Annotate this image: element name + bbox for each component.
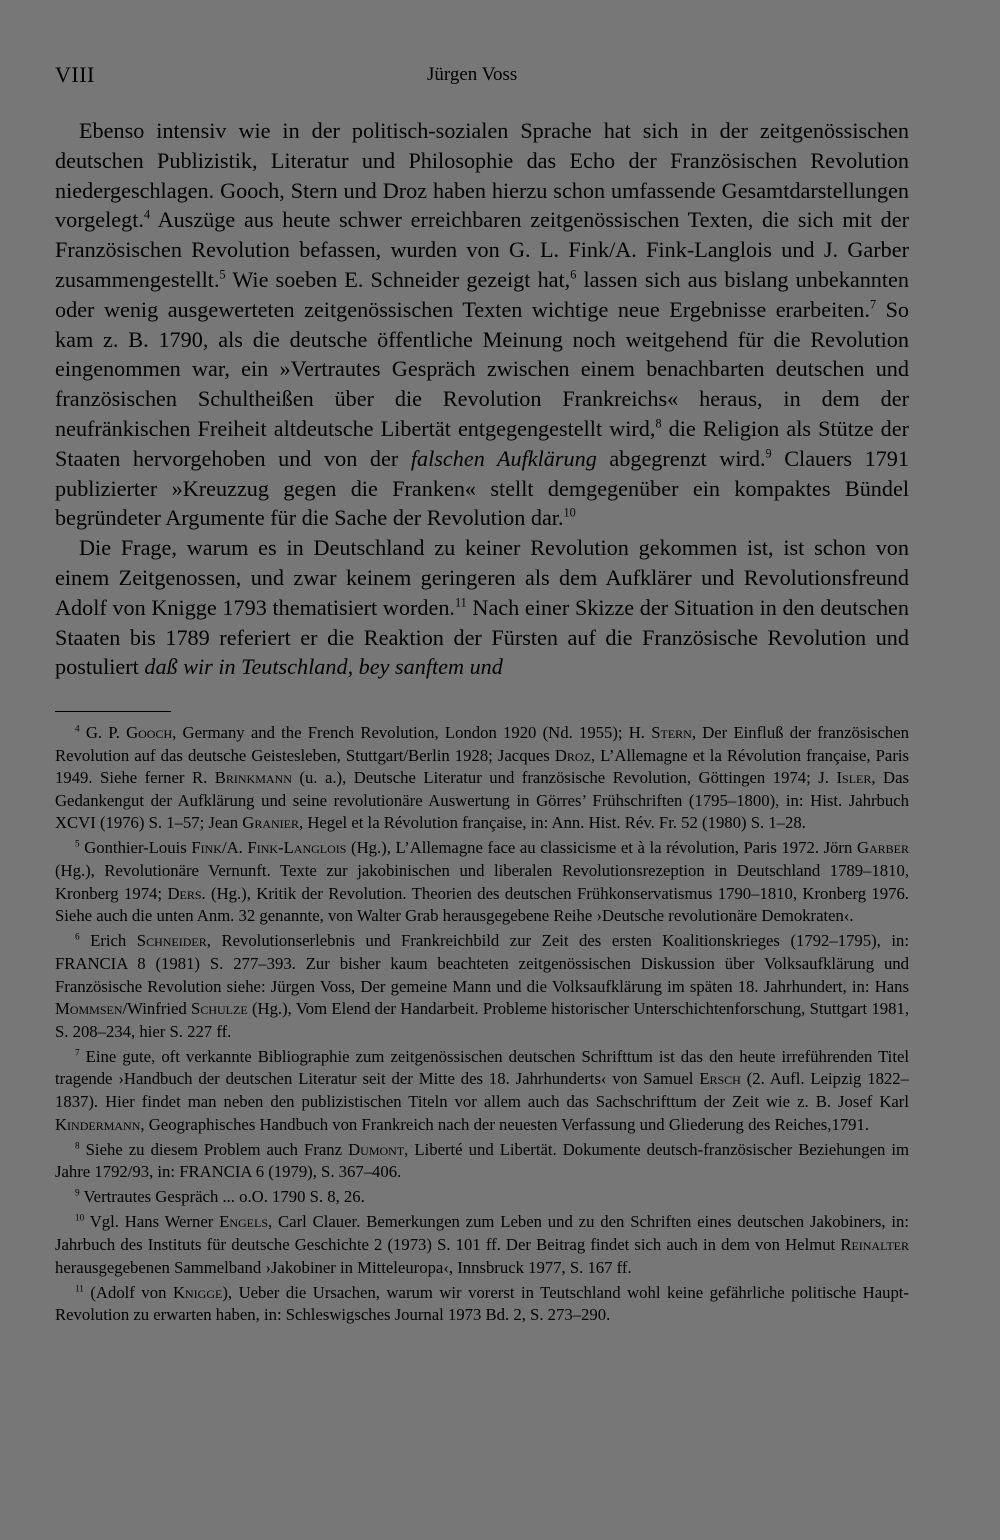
footnote-ref: 10: [563, 505, 576, 520]
paragraph: Die Frage, warum es in Deutschland zu keiner Revolution gekommen ist, ist schon von einem Zeitgenossen, und zwar keinem geringeren als dem Aufklärer und Revolutionsfreund Adolf von Knigge 1793 thematisiert worden.$^{11}$ Nach einer Skizze der Situation in den deutschen Staaten bis 1789 referiert er die Reaktion der Fürsten auf die Französische Revolution und postuliert daß wir in Teutschland, bey sanftem und: [55, 535, 909, 680]
page-header: [55, 62, 907, 92]
footnote-9: $^9$ Vertrautes Gespräch ... o.O. 1790 S. 8, 26.: [75, 1187, 365, 1207]
footnote-ref: 5: [219, 267, 226, 282]
italic-quote: daß wir in Teutschland, bey sanftem und: [144, 654, 503, 680]
footnote-ref: 9: [765, 446, 772, 461]
footnote-10: $^{10}$ Vgl. Hans Werner Engels, Carl Clauer. Bemerkungen zum Leben und zu den Schriften eines deutschen Jakobiners, in: Jahrbuch des Instituts für deutsche Geschichte 2 (1973) S. 101 ff. Der Beitrag findet sich auch in dem von Helmut Reinalter herausgegebenen Sammelband ›Jakobiner in Mitteleuropa‹, Innsbruck 1977, S. 167 ff.: [55, 1212, 909, 1277]
footnote-ref: 7: [869, 297, 877, 312]
footnote-ref: 8: [655, 416, 662, 431]
footnote-ref: 4: [143, 208, 151, 222]
paragraph: Ebenso intensiv wie in der politisch-sozialen Sprache hat sich in der zeitgenössischen deutschen Publizistik, Literatur und Philosophie das Echo der Französischen Revolution niedergeschlagen. Gooch, Stern und Droz haben hierzu schon umfassende Gesamtdarstellungen vorgelegt.$^4$ Auszüge aus heute schwer erreichbaren zeitgenössischen Texten, die sich mit der Französischen Revolution befassen, wurden von G. L. Fink/A. Fink-Langlois und J. Garber zusammengestellt.$^5$ Wie soeben E. Schneider gezeigt hat,$^6$ lassen sich aus bislang unbekannten oder wenig ausgewerteten zeitgenössischen Texten wichtige neue Ergebnisse erarbeiten.$^7$ So kam z. B. 1790, als die deutsche öffentliche Meinung noch weitgehend für die Revolution eingenommen war, ein »Vertrautes Gespräch zwischen einem benachbarten deutschen und französischen Schultheißen über die Revolution Frankreichs« heraus, in dem der neufränkischen Freiheit altdeutsche Libertät entgegengestellt wird,$^8$ die Religion als Stütze der Staaten hervorgehoben und von der falschen Aufklärung abgegrenzt wird.$^9$ Clauers 1791 publizierter »Kreuzzug gegen die Franken« stellt demgegenüber ein kompaktes Bündel begründeter Argumente für die Sache der Revolution dar.$^{10}$: [55, 118, 910, 531]
footnote-5: $^5$ Gonthier-Louis Fink/A. Fink-Langlois (Hg.), L’Allemagne face au classicisme et à la révolution, Paris 1972. Jörn Garber (Hg.), Revolutionäre Vernunft. Texte zur jakobinischen und liberalen Revolutionsrezeption in Deutschland 1789–1810, Kronberg 1974; Ders. (Hg.), Kritik der Revolution. Theorien des deutschen Frühkonservatismus 1790–1810, Kronberg 1976. Siehe auch die unten Anm. 32 genannte, von Walter Grab herausgegebene Reihe ›Deutsche revolutionäre Demokraten‹.: [55, 838, 909, 926]
footnote-ref: 6: [570, 267, 577, 282]
footnote-6: $^6$ Erich Schneider, Revolutionserlebnis und Frankreichbild zur Zeit des ersten Koalitionskrieges (1792–1795), in: FRANCIA 8 (1981) S. 277–393. Zur bisher kaum beachteten zeitgenössischen Diskussion über Volksaufklärung und Französische Revolution siehe: Jürgen Voss, Der gemeine Mann und die Volksaufklärung im späten 18. Jahrhundert, in: Hans Mommsen/Winfried Schulze (Hg.), Vom Elend der Handarbeit. Probleme historischer Unterschichtenforschung, Stuttgart 1981, S. 208–234, hier S. 227 ff.: [55, 931, 909, 1041]
footnote-4: $^4$ G. P. Gooch, Germany and the French Revolution, London 1920 (Nd. 1955); H. Stern, Der Einfluß der französischen Revolution auf das deutsche Geistesleben, Stuttgart/Berlin 1928; Jacques Droz, L’Allemagne et la Révolution française, Paris 1949. Siehe ferner R. Brinkmann (u. a.), Deutsche Literatur und französische Revolution, Göttingen 1974; J. Isler, Das Gedankengut der Aufklärung und seine revolutionäre Auswertung in Görres’ Frühschriften (1795–1800), in: Hist. Jahrbuch XCVI (1976) S. 1–57; Jean Granier, Hegel et la Révolution française, in: Ann. Hist. Rév. Fr. 52 (1980) S. 1–28.: [55, 723, 910, 833]
body-text: [55, 116, 909, 682]
footnote-7: $^7$ Eine gute, oft verkannte Bibliographie zum zeitgenössischen deutschen Schrifttum ist das den heute irreführenden Titel tragende ›Handbuch der deutschen Literatur seit der Mitte des 18. Jahrhunderts‹ von Samuel Ersch (2. Aufl. Leipzig 1822–1837). Hier findet man neben den publizistischen Titeln vor allem auch das Sachschrifttum der Zeit wie z. B. Josef Karl Kindermann, Geographisches Handbuch von Frankreich nach der neuesten Verfassung und Gliederung des Reiches,1791.: [55, 1046, 909, 1134]
footnotes: [55, 722, 909, 1329]
running-head-author: Jürgen Voss: [427, 64, 518, 85]
footnote-11: $^{11}$ (Adolf von Knigge), Ueber die Ursachen, warum wir vorerst in Teutschland wohl keine gefährliche politische Haupt-Revolution zu erwarten haben, in: Schleswigsches Journal 1973 Bd. 2, S. 273–290.: [55, 1282, 909, 1325]
page-number: VIII: [55, 62, 95, 87]
footnote-separator: [55, 711, 171, 712]
footnote-8: $^8$ Siehe zu diesem Problem auch Franz Dumont, Liberté und Libertät. Dokumente deutsch-französischer Beziehungen im Jahre 1792/93, in: FRANCIA 6 (1979), S. 367–406.: [55, 1139, 909, 1182]
italic-emphasis: falschen Aufklärung: [410, 445, 597, 471]
footnote-ref: 11: [454, 595, 467, 610]
